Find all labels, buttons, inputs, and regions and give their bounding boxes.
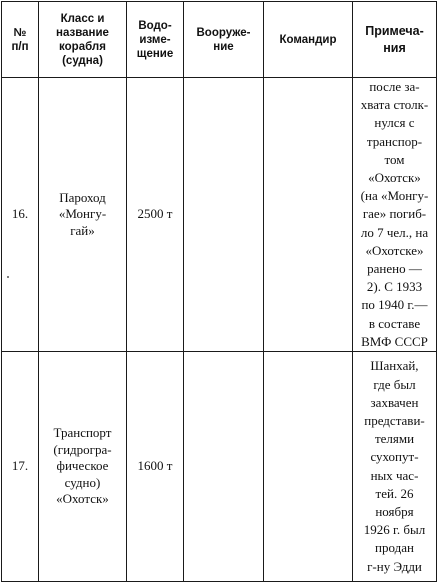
- table-row: [2, 352, 437, 582]
- cell-notes-text: Шанхай, где был захвачен представи- телями сухопут- ных час- тей. 26 ноября 1926 г. был продан г-ну Эдди: [363, 358, 426, 574]
- cell-class-name: [39, 78, 127, 352]
- cell-class-name-text: Транспорт (гидрогра- фическое судно) «Охотск»: [53, 425, 112, 507]
- cell-notes-text: после за- хвата столк- нулся с транспор- том «Охотск» (на «Монгу- гае» погиб- ло 7 чел., на «Охотске» ранено — 2). С 1933 по 1940 г.— в составе ВМФ СССР: [360, 79, 429, 349]
- cell-class-name: [39, 352, 127, 582]
- cell-class-name-text: Пароход «Монгу- гай»: [58, 189, 107, 238]
- cell-displacement: [127, 78, 184, 352]
- cell-armament: [184, 352, 264, 582]
- scan-speck: [7, 276, 9, 278]
- cell-number-text: 17.: [11, 458, 29, 474]
- cell-displacement-text: 1600 т: [137, 458, 173, 474]
- header-number-label: № п/п: [11, 26, 29, 53]
- cell-commander: [264, 352, 353, 582]
- header-number: [2, 2, 39, 78]
- cell-number: [2, 78, 39, 352]
- header-displacement: [127, 2, 184, 78]
- cell-armament: [184, 78, 264, 352]
- ship-register-table: [1, 1, 437, 582]
- header-row: [2, 2, 437, 78]
- header-armament-label: Вооруже- ние: [196, 26, 251, 53]
- header-class-name: [39, 2, 127, 78]
- cell-commander: [264, 78, 353, 352]
- table-row: [2, 78, 437, 352]
- header-notes: [353, 2, 437, 78]
- table-body: [2, 78, 437, 582]
- header-notes-label: Примеча- ния: [365, 23, 424, 55]
- cell-number-text: 16.: [11, 206, 29, 222]
- cell-displacement-text: 2500 т: [137, 206, 173, 222]
- header-armament: [184, 2, 264, 78]
- header-commander-label: Командир: [279, 33, 337, 46]
- header-commander: [264, 2, 353, 78]
- header-displacement-label: Водо- изме- щение: [136, 19, 174, 60]
- cell-number: [2, 352, 39, 582]
- cell-notes: [353, 352, 437, 582]
- cell-notes: [353, 78, 437, 352]
- header-class-name-label: Класс и название корабля (судна): [56, 12, 109, 67]
- cell-displacement: [127, 352, 184, 582]
- table-header: [2, 2, 437, 78]
